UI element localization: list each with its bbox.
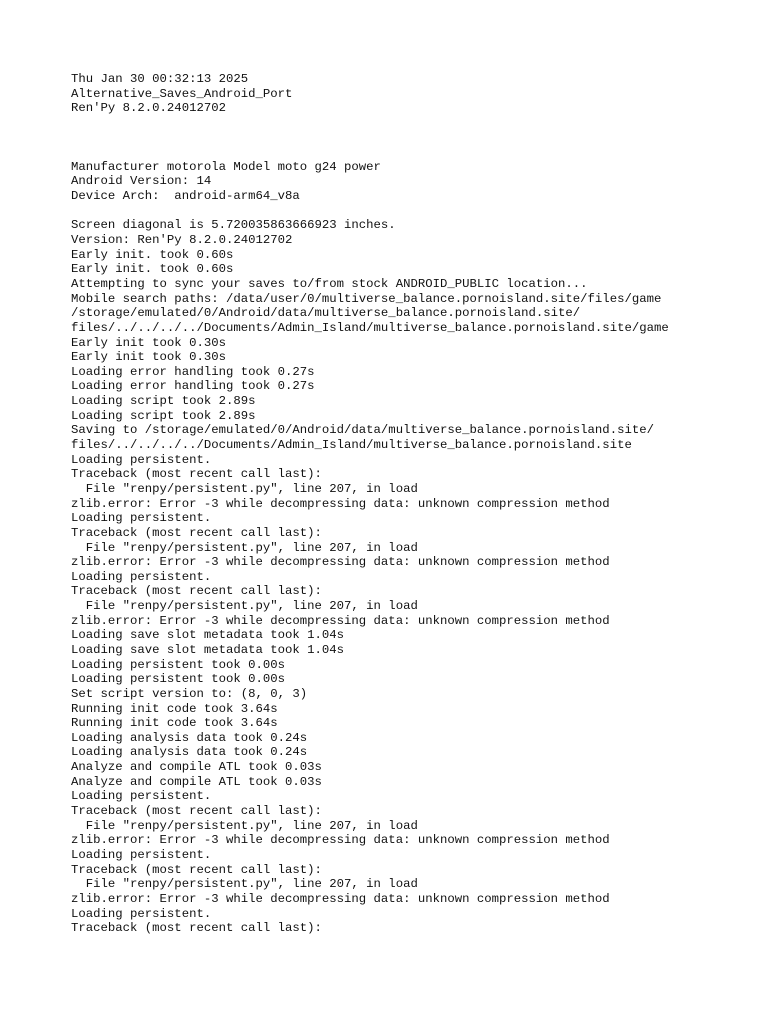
log-line: Loading persistent. bbox=[71, 452, 212, 467]
log-line: Traceback (most recent call last): bbox=[71, 921, 322, 936]
log-line: Running init code took 3.64s bbox=[71, 701, 278, 716]
log-line: Early init. took 0.60s bbox=[71, 262, 234, 277]
log-line: Loading save slot metadata took 1.04s bbox=[71, 628, 345, 643]
log-line: Loading error handling took 0.27s bbox=[71, 364, 315, 379]
log-line bbox=[71, 131, 761, 146]
log-line: Early init took 0.30s bbox=[71, 335, 226, 350]
log-line: files/../../../../Documents/Admin_Island/multiverse_balance.pornoisland.site bbox=[71, 438, 632, 453]
log-line: zlib.error: Error -3 while decompressing data: unknown compression method bbox=[71, 891, 610, 906]
log-line: Loading save slot metadata took 1.04s bbox=[71, 642, 345, 657]
log-line: Loading persistent. bbox=[71, 847, 212, 862]
log-line: /storage/emulated/0/Android/data/multiverse_balance.pornoisland.site/ bbox=[71, 306, 581, 321]
log-line: zlib.error: Error -3 while decompressing data: unknown compression method bbox=[71, 496, 610, 511]
log-line: Saving to /storage/emulated/0/Android/data/multiverse_balance.pornoisland.site/ bbox=[71, 423, 654, 438]
log-line: File "renpy/persistent.py", line 207, in load bbox=[71, 818, 418, 833]
log-line: zlib.error: Error -3 while decompressing data: unknown compression method bbox=[71, 833, 610, 848]
log-line: Ren'Py 8.2.0.24012702 bbox=[71, 101, 226, 116]
log-line: Set script version to: (8, 0, 3) bbox=[71, 686, 308, 701]
log-line: Traceback (most recent call last): bbox=[71, 862, 322, 877]
log-line: Loading error handling took 0.27s bbox=[71, 379, 315, 394]
log-line: Version: Ren'Py 8.2.0.24012702 bbox=[71, 233, 293, 248]
log-line bbox=[71, 116, 761, 131]
log-line: Running init code took 3.64s bbox=[71, 716, 278, 731]
log-line: Traceback (most recent call last): bbox=[71, 804, 322, 819]
log-line: Loading persistent. bbox=[71, 789, 212, 804]
log-line: File "renpy/persistent.py", line 207, in load bbox=[71, 540, 418, 555]
log-line: Device Arch: android-arm64_v8a bbox=[71, 189, 300, 204]
log-line: Traceback (most recent call last): bbox=[71, 584, 322, 599]
log-line: Traceback (most recent call last): bbox=[71, 467, 322, 482]
log-line: Mobile search paths: /data/user/0/multiverse_balance.pornoisland.site/files/game bbox=[71, 291, 662, 306]
log-line: Analyze and compile ATL took 0.03s bbox=[71, 774, 322, 789]
log-line: Attempting to sync your saves to/from stock ANDROID_PUBLIC location... bbox=[71, 276, 588, 291]
log-line: Loading script took 2.89s bbox=[71, 408, 256, 423]
log-line: Loading persistent. bbox=[71, 906, 212, 921]
log-line: zlib.error: Error -3 while decompressing data: unknown compression method bbox=[71, 613, 610, 628]
log-line: File "renpy/persistent.py", line 207, in load bbox=[71, 481, 418, 496]
log-line: Loading persistent took 0.00s bbox=[71, 657, 286, 672]
log-document bbox=[71, 72, 761, 936]
log-line: Loading analysis data took 0.24s bbox=[71, 745, 308, 760]
log-line: Early init. took 0.60s bbox=[71, 247, 234, 262]
log-line: Traceback (most recent call last): bbox=[71, 525, 322, 540]
log-line: Loading analysis data took 0.24s bbox=[71, 730, 308, 745]
log-line bbox=[71, 204, 761, 219]
log-line: Android Version: 14 bbox=[71, 174, 212, 189]
log-line: Loading script took 2.89s bbox=[71, 394, 256, 409]
log-line: Analyze and compile ATL took 0.03s bbox=[71, 760, 322, 775]
log-line: Thu Jan 30 00:32:13 2025 bbox=[71, 72, 249, 86]
log-line: Alternative_Saves_Android_Port bbox=[71, 86, 293, 101]
log-line: files/../../../../Documents/Admin_Island/multiverse_balance.pornoisland.site/game bbox=[71, 320, 669, 335]
log-line: zlib.error: Error -3 while decompressing data: unknown compression method bbox=[71, 555, 610, 570]
log-line: Early init took 0.30s bbox=[71, 350, 226, 365]
log-line: Screen diagonal is 5.720035863666923 inches. bbox=[71, 218, 396, 233]
log-line: Loading persistent. bbox=[71, 511, 212, 526]
log-line: File "renpy/persistent.py", line 207, in load bbox=[71, 599, 418, 614]
log-line bbox=[71, 145, 761, 160]
log-line: File "renpy/persistent.py", line 207, in load bbox=[71, 877, 418, 892]
log-line: Manufacturer motorola Model moto g24 power bbox=[71, 159, 381, 174]
log-line: Loading persistent. bbox=[71, 569, 212, 584]
log-line: Loading persistent took 0.00s bbox=[71, 672, 286, 687]
